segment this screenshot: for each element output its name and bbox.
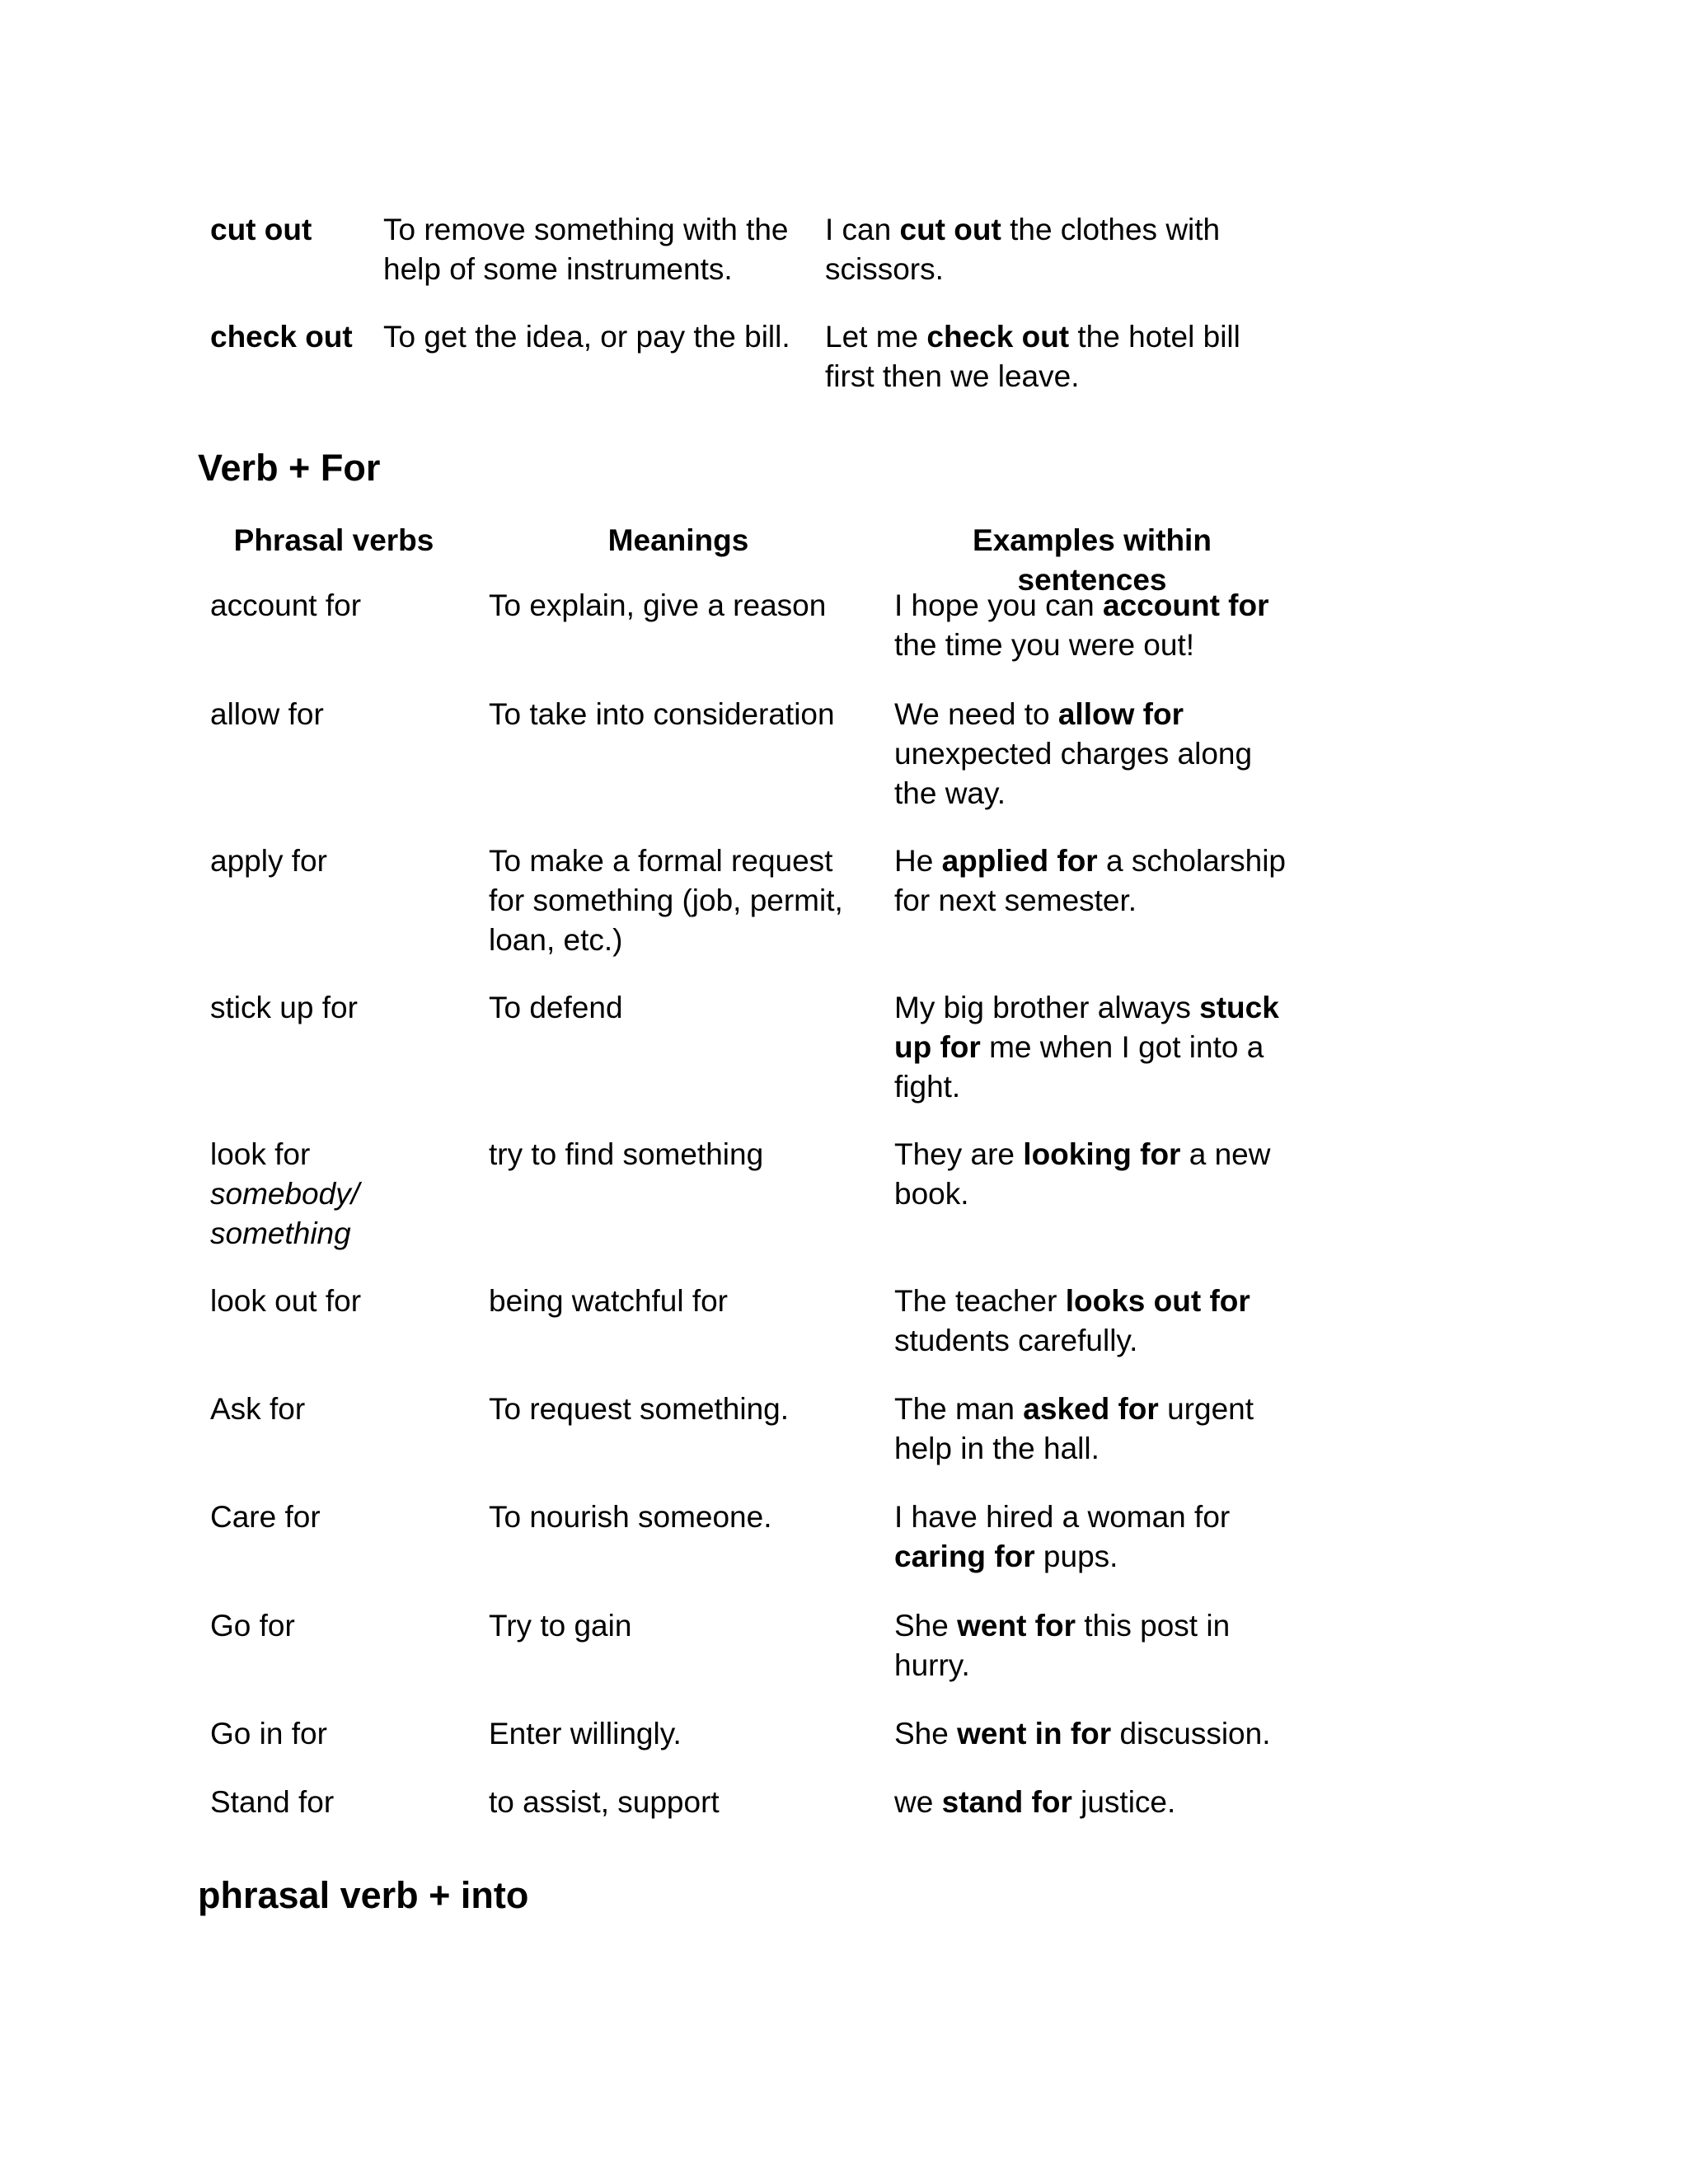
- example-text: a scholarship for next semester.: [894, 844, 1286, 917]
- column-header-examples: Examples within sentences: [973, 523, 1212, 597]
- phrasal-verb-text: apply for: [210, 844, 327, 878]
- example-phrasal-verb: account for: [1103, 588, 1269, 622]
- example-text: students carefully.: [894, 1324, 1138, 1357]
- example-text: unexpected charges along the way.: [894, 737, 1253, 810]
- verb-cell: [210, 1714, 482, 1754]
- meaning-cell: To take into consideration: [489, 697, 835, 731]
- meaning-cell: to assist, support: [489, 1785, 720, 1819]
- meaning-cell: To nourish someone.: [489, 1500, 772, 1534]
- meaning-cell: To make a formal request for something (job, permit, loan, etc.): [489, 844, 843, 957]
- example-cell: [894, 586, 1290, 665]
- example-phrasal-verb: looks out for: [1065, 1284, 1250, 1318]
- verb-cell: [210, 1606, 482, 1646]
- example-phrasal-verb: caring for: [894, 1540, 1035, 1573]
- phrasal-verb-text: allow for: [210, 697, 324, 731]
- phrasal-verb-text: stick up for: [210, 991, 358, 1024]
- example-text: I can: [825, 213, 900, 246]
- example-text: He: [894, 844, 942, 878]
- example-text: the hotel bill first then we leave.: [825, 320, 1240, 393]
- example-cell: [894, 1135, 1290, 1214]
- verb-cell: [210, 1135, 482, 1254]
- meaning-cell: To get the idea, or pay the bill.: [383, 320, 790, 354]
- example-text: They are: [894, 1137, 1024, 1171]
- example-text: She: [894, 1609, 958, 1643]
- verb-cell: [210, 1497, 482, 1537]
- section-heading-verb-for: Verb + For: [198, 447, 381, 489]
- verb-cell: [210, 841, 482, 881]
- verb-cell: [210, 1282, 482, 1321]
- phrasal-verb-text: Care for: [210, 1500, 321, 1534]
- verb-cell: cut out: [210, 213, 312, 246]
- example-text: The man: [894, 1392, 1024, 1426]
- example-phrasal-verb: stuck up for: [894, 991, 1279, 1064]
- example-cell: [894, 1606, 1290, 1685]
- phrasal-verb-object: somebody/ something: [210, 1177, 359, 1250]
- example-text: me when I got into a fight.: [894, 1030, 1264, 1104]
- example-text: the time you were out!: [894, 628, 1195, 662]
- example-text: I have hired a woman for: [894, 1500, 1231, 1534]
- example-cell: [894, 1282, 1290, 1361]
- phrasal-verb-text: Ask for: [210, 1392, 306, 1426]
- example-cell: [894, 1783, 1290, 1822]
- example-cell: [894, 988, 1290, 1107]
- verb-cell: [210, 1783, 482, 1822]
- example-text: Let me: [825, 320, 927, 354]
- example-text: we: [894, 1785, 942, 1819]
- meaning-cell: Enter willingly.: [489, 1717, 682, 1750]
- phrasal-verb-text: look out for: [210, 1284, 362, 1318]
- example-text: The teacher: [894, 1284, 1066, 1318]
- example-text: this post in hurry.: [894, 1609, 1231, 1682]
- verb-cell: [210, 988, 482, 1028]
- example-cell: [894, 841, 1290, 921]
- column-header-phrasal-verbs: Phrasal verbs: [233, 523, 434, 557]
- meaning-cell: being watchful for: [489, 1284, 729, 1318]
- example-phrasal-verb: stand for: [941, 1785, 1072, 1819]
- example-text: a new book.: [894, 1137, 1271, 1211]
- example-text: urgent help in the hall.: [894, 1392, 1254, 1465]
- example-text: justice.: [1071, 1785, 1176, 1819]
- example-cell: [894, 1714, 1290, 1754]
- example-cell: [825, 317, 1270, 396]
- meaning-cell: To explain, give a reason: [489, 588, 827, 622]
- example-cell: [894, 1497, 1290, 1577]
- example-phrasal-verb: check out: [926, 320, 1070, 354]
- example-phrasal-verb: applied for: [941, 844, 1098, 878]
- example-text: My big brother always: [894, 991, 1200, 1024]
- meaning-cell: Try to gain: [489, 1609, 632, 1643]
- example-phrasal-verb: allow for: [1057, 697, 1184, 731]
- example-phrasal-verb: asked for: [1023, 1392, 1159, 1426]
- meaning-cell: To request something.: [489, 1392, 790, 1426]
- meaning-cell: try to find something: [489, 1137, 764, 1171]
- example-text: discussion.: [1111, 1717, 1271, 1750]
- example-cell: [894, 695, 1290, 813]
- section-heading-verb-into: phrasal verb + into: [198, 1874, 529, 1916]
- example-cell: [825, 210, 1270, 289]
- phrasal-verb-text: Stand for: [210, 1785, 335, 1819]
- phrasal-verb-text: Go in for: [210, 1717, 327, 1750]
- example-text: the clothes with scissors.: [825, 213, 1221, 286]
- example-phrasal-verb: looking for: [1023, 1137, 1181, 1171]
- example-text: I hope you can: [894, 588, 1104, 622]
- verb-cell: check out: [210, 320, 353, 354]
- example-text: pups.: [1034, 1540, 1118, 1573]
- verb-cell: [210, 695, 482, 734]
- verb-cell: [210, 586, 482, 626]
- example-text: She: [894, 1717, 958, 1750]
- example-cell: [894, 1390, 1290, 1469]
- example-text: We need to: [894, 697, 1058, 731]
- phrasal-verb-text: look for: [210, 1137, 311, 1171]
- verb-cell: [210, 1390, 482, 1429]
- example-phrasal-verb: went for: [957, 1609, 1076, 1643]
- meaning-cell: To defend: [489, 991, 623, 1024]
- example-phrasal-verb: cut out: [899, 213, 1001, 246]
- meaning-cell: To remove something with the help of some instruments.: [383, 213, 789, 286]
- phrasal-verb-text: Go for: [210, 1609, 295, 1643]
- column-header-meanings: Meanings: [607, 523, 749, 557]
- phrasal-verb-text: account for: [210, 588, 362, 622]
- example-phrasal-verb: went in for: [957, 1717, 1112, 1750]
